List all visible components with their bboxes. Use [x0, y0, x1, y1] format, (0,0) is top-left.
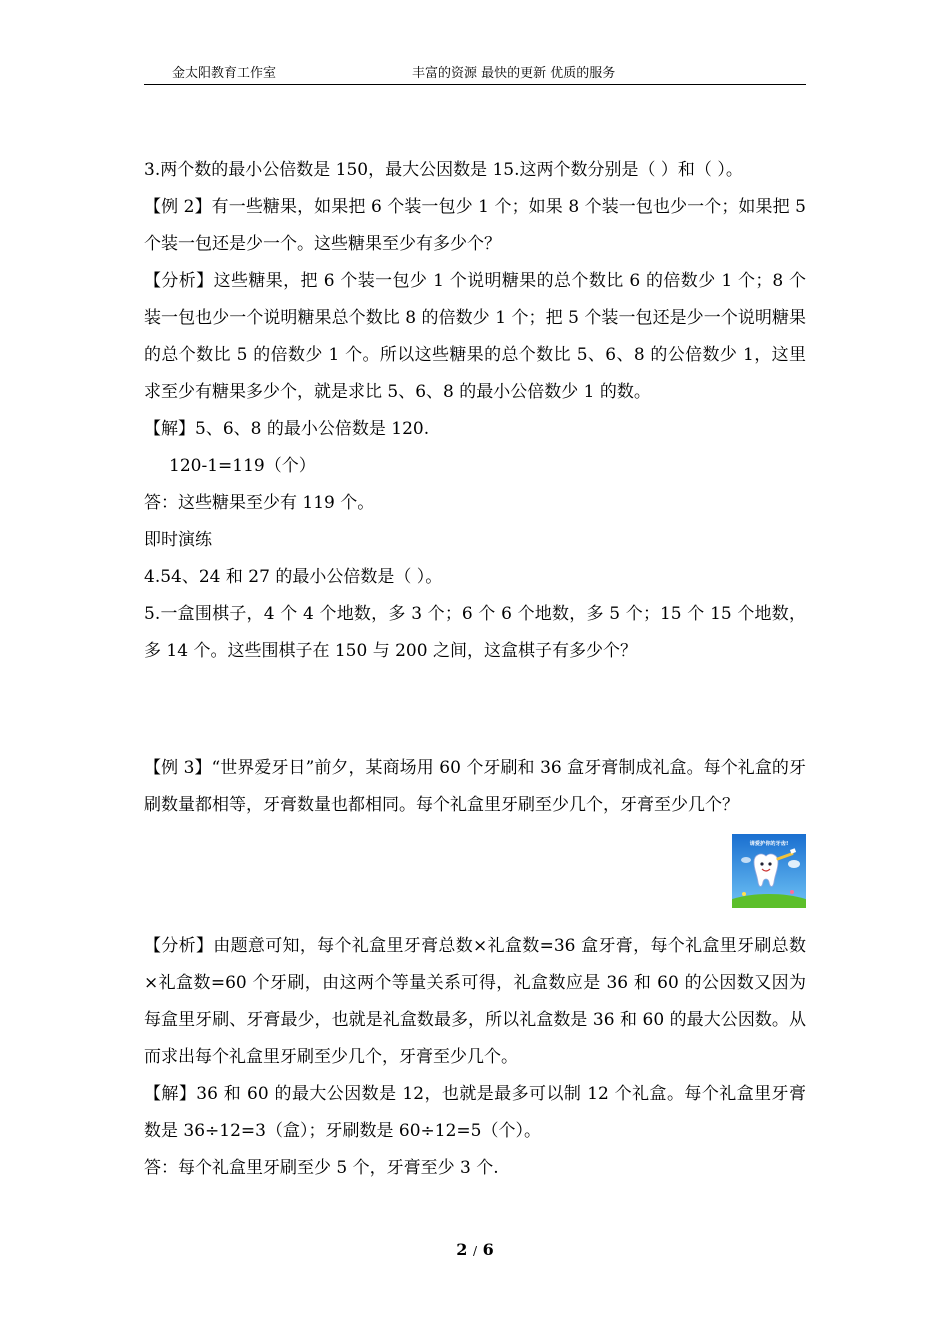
- question-4: 4.54、24 和 27 的最小公倍数是（ ）。: [144, 567, 443, 587]
- page-separator: /: [472, 1244, 478, 1258]
- practice-heading: 即时演练: [144, 530, 212, 550]
- spacer: [144, 670, 806, 750]
- header-studio-name: 金太阳教育工作室: [172, 66, 277, 81]
- example-2-calculation: 120-1=119（个）: [169, 456, 316, 476]
- current-page: 2: [456, 1240, 468, 1259]
- header-slogan: 丰富的资源 最快的更新 优质的服务: [412, 66, 616, 81]
- total-pages: 6: [482, 1240, 494, 1259]
- tooth-care-illustration: [732, 834, 806, 908]
- question-5: 5.一盒围棋子，4 个 4 个地数，多 3 个；6 个 6 个地数，多 5 个；15 个 15 个地数，多 14 个。这些围棋子在 150 与 200 之间，这盒棋子有多少个？: [144, 604, 806, 661]
- question-3: 3.两个数的最小公倍数是 150，最大公因数是 15.这两个数分别是（ ）和（ ）。: [144, 160, 743, 180]
- page-number: [0, 1240, 950, 1259]
- example-3-answer: 答：每个礼盒里牙刷至少 5 个，牙膏至少 3 个.: [144, 1158, 499, 1178]
- tooth-care-caption: 请爱护你的牙齿!: [749, 841, 789, 847]
- example-2-question: 【例 2】有一些糖果，如果把 6 个装一包少 1 个；如果 8 个装一包也少一个；如果把 5 个装一包还是少一个。这些糖果至少有多少个？: [144, 197, 806, 254]
- image-row: [144, 824, 806, 928]
- example-3-analysis: 【分析】由题意可知，每个礼盒里牙膏总数×礼盒数=36 盒牙膏，每个礼盒里牙刷总数×礼盒数=60 个牙刷，由这两个等量关系可得，礼盒数应是 36 和 60 的公因数又因为每盒里牙刷、牙膏最少，也就是礼盒数最多，所以礼盒数是 36 和 60 的最大公因数。从而求出每个礼盒里牙刷至少几个，牙膏至少几个。: [144, 936, 806, 1067]
- page-header: [144, 64, 806, 85]
- document-body: [144, 152, 806, 1187]
- example-3-question: 【例 3】“世界爱牙日”前夕，某商场用 60 个牙刷和 36 盒牙膏制成礼盒。每个礼盒的牙刷数量都相等，牙膏数量也都相同。每个礼盒里牙刷至少几个，牙膏至少几个？: [144, 758, 806, 815]
- example-2-solution: 【解】5、6、8 的最小公倍数是 120.: [144, 419, 430, 439]
- example-2-answer: 答：这些糖果至少有 119 个。: [144, 493, 375, 513]
- example-3-solution: 【解】36 和 60 的最大公因数是 12，也就是最多可以制 12 个礼盒。每个礼盒里牙膏数是 36÷12=3（盒）；牙刷数是 60÷12=5（个）。: [144, 1084, 806, 1141]
- example-2-analysis: 【分析】这些糖果，把 6 个装一包少 1 个说明糖果的总个数比 6 的倍数少 1 个；8 个装一包也少一个说明糖果总个数比 8 的倍数少 1 个；把 5 个装一包还是少一个说明糖果的总个数比 5 的倍数少 1 个。所以这些糖果的总个数比 5、6、8 的公倍数少 1，这里求至少有糖果多少个，就是求比 5、6、8 的最小公倍数少 1 的数。: [144, 271, 806, 402]
